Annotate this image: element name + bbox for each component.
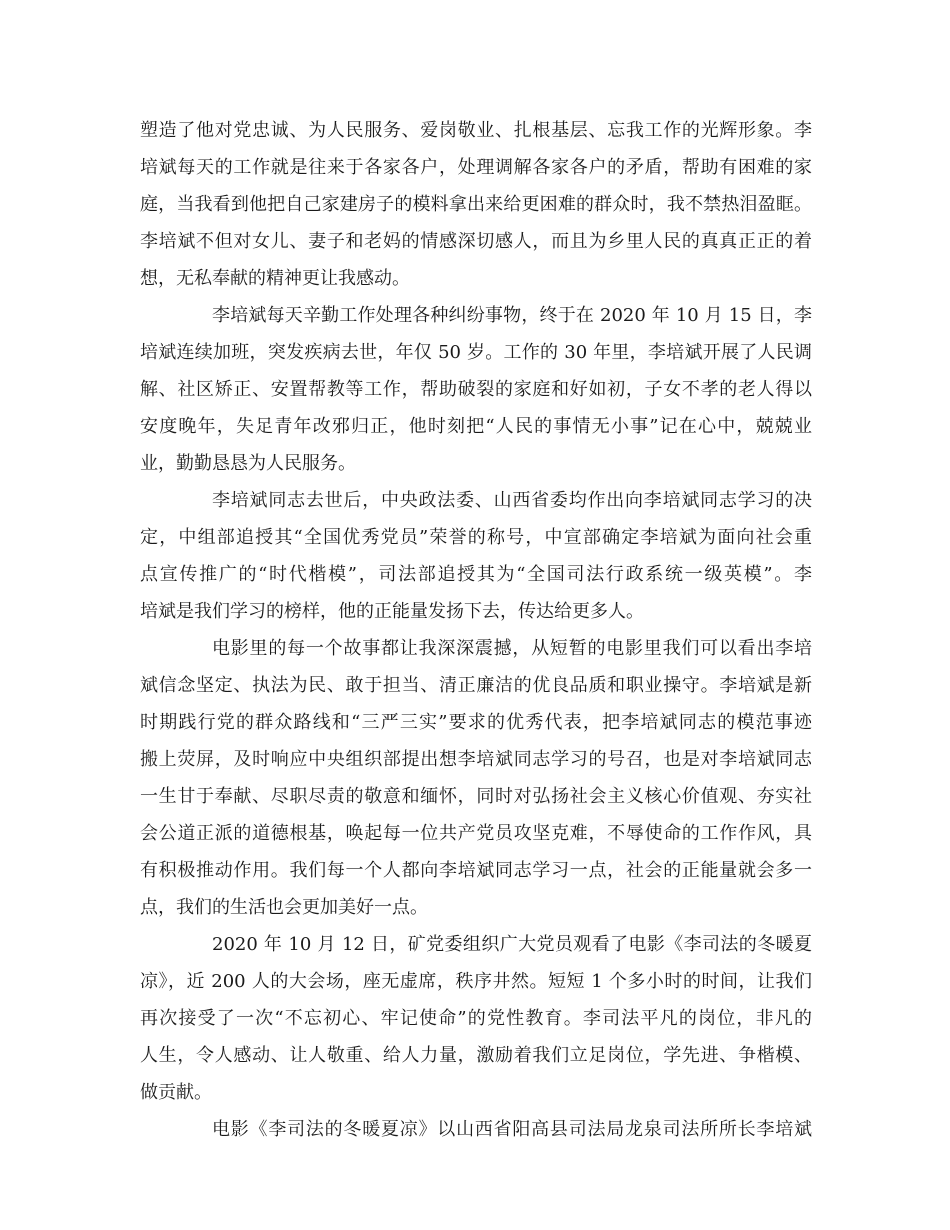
text-line: 想，无私奉献的精神更让我感动。 <box>140 268 410 289</box>
text-line: 定，中组部追授其“全国优秀党员”荣誉的称号，中宣部确定李培斌为面向社会重 <box>140 527 812 548</box>
text-line: 凉》，近 200 人的大会场，座无虚席，秩序井然。短短 1 个多小时的时间，让我们 <box>140 971 812 992</box>
text-line: 解、社区矫正、安置帮教等工作，帮助破裂的家庭和好如初，子女不孝的老人得以 <box>140 379 812 400</box>
text-line: 电影《李司法的冬暖夏凉》以山西省阳高县司法局龙泉司法所所长李培斌 <box>212 1119 812 1140</box>
paragraph <box>140 630 812 926</box>
text-line: 李培斌不但对女儿、妻子和老妈的情感深切感人，而且为乡里人民的真真正正的着 <box>140 231 812 252</box>
text-line: 2020 年 10 月 12 日，矿党委组织广大党员观看了电影《李司法的冬暖夏 <box>212 934 812 955</box>
text-line: 点，我们的生活也会更加美好一点。 <box>140 897 428 918</box>
text-line: 庭，当我看到他把自己家建房子的模料拿出来给更困难的群众时，我不禁热泪盈眶。 <box>140 194 812 215</box>
paragraph <box>140 297 812 482</box>
paragraph <box>140 926 812 1111</box>
text-line: 李培斌同志去世后，中央政法委、山西省委均作出向李培斌同志学习的决 <box>212 490 812 511</box>
text-line: 培斌每天的工作就是往来于各家各户，处理调解各家各户的矛盾，帮助有困难的家 <box>140 157 812 178</box>
paragraph <box>140 482 812 630</box>
text-line: 业，勤勤恳恳为人民服务。 <box>140 453 356 474</box>
text-line: 搬上荧屏，及时响应中央组织部提出想李培斌同志学习的号召，也是对李培斌同志 <box>140 749 812 770</box>
text-line: 有积极推动作用。我们每一个人都向李培斌同志学习一点，社会的正能量就会多一 <box>140 860 812 881</box>
text-line: 会公道正派的道德根基，唤起每一位共产党员攻坚克难，不辱使命的工作作风，具 <box>140 823 812 844</box>
text-line: 电影里的每一个故事都让我深深震撼，从短暂的电影里我们可以看出李培 <box>212 638 812 659</box>
text-line: 斌信念坚定、执法为民、敢于担当、清正廉洁的优良品质和职业操守。李培斌是新 <box>140 675 812 696</box>
text-line: 再次接受了一次“不忘初心、牢记使命”的党性教育。李司法平凡的岗位，非凡的 <box>140 1008 812 1029</box>
text-line: 时期践行党的群众路线和“三严三实”要求的优秀代表，把李培斌同志的模范事迹 <box>140 712 812 733</box>
document-body <box>140 112 812 1148</box>
text-line: 塑造了他对党忠诚、为人民服务、爱岗敬业、扎根基层、忘我工作的光辉形象。李 <box>140 120 812 141</box>
paragraph <box>140 112 812 297</box>
paragraph <box>140 1111 812 1148</box>
text-line: 李培斌每天辛勤工作处理各种纠纷事物，终于在 2020 年 10 月 15 日，李 <box>212 305 812 326</box>
text-line: 培斌是我们学习的榜样，他的正能量发扬下去，传达给更多人。 <box>140 601 644 622</box>
text-line: 培斌连续加班，突发疾病去世，年仅 50 岁。工作的 30 年里，李培斌开展了人民调 <box>140 342 812 363</box>
text-line: 人生，令人感动、让人敬重、给人力量，激励着我们立足岗位，学先进、争楷模、 <box>140 1045 812 1066</box>
text-line: 安度晚年，失足青年改邪归正，他时刻把“人民的事情无小事”记在心中，兢兢业 <box>140 416 812 437</box>
text-line: 做贡献。 <box>140 1082 212 1103</box>
text-line: 一生甘于奉献、尽职尽责的敬意和缅怀，同时对弘扬社会主义核心价值观、夯实社 <box>140 786 812 807</box>
text-line: 点宣传推广的“时代楷模”，司法部追授其为“全国司法行政系统一级英模”。李 <box>140 564 812 585</box>
